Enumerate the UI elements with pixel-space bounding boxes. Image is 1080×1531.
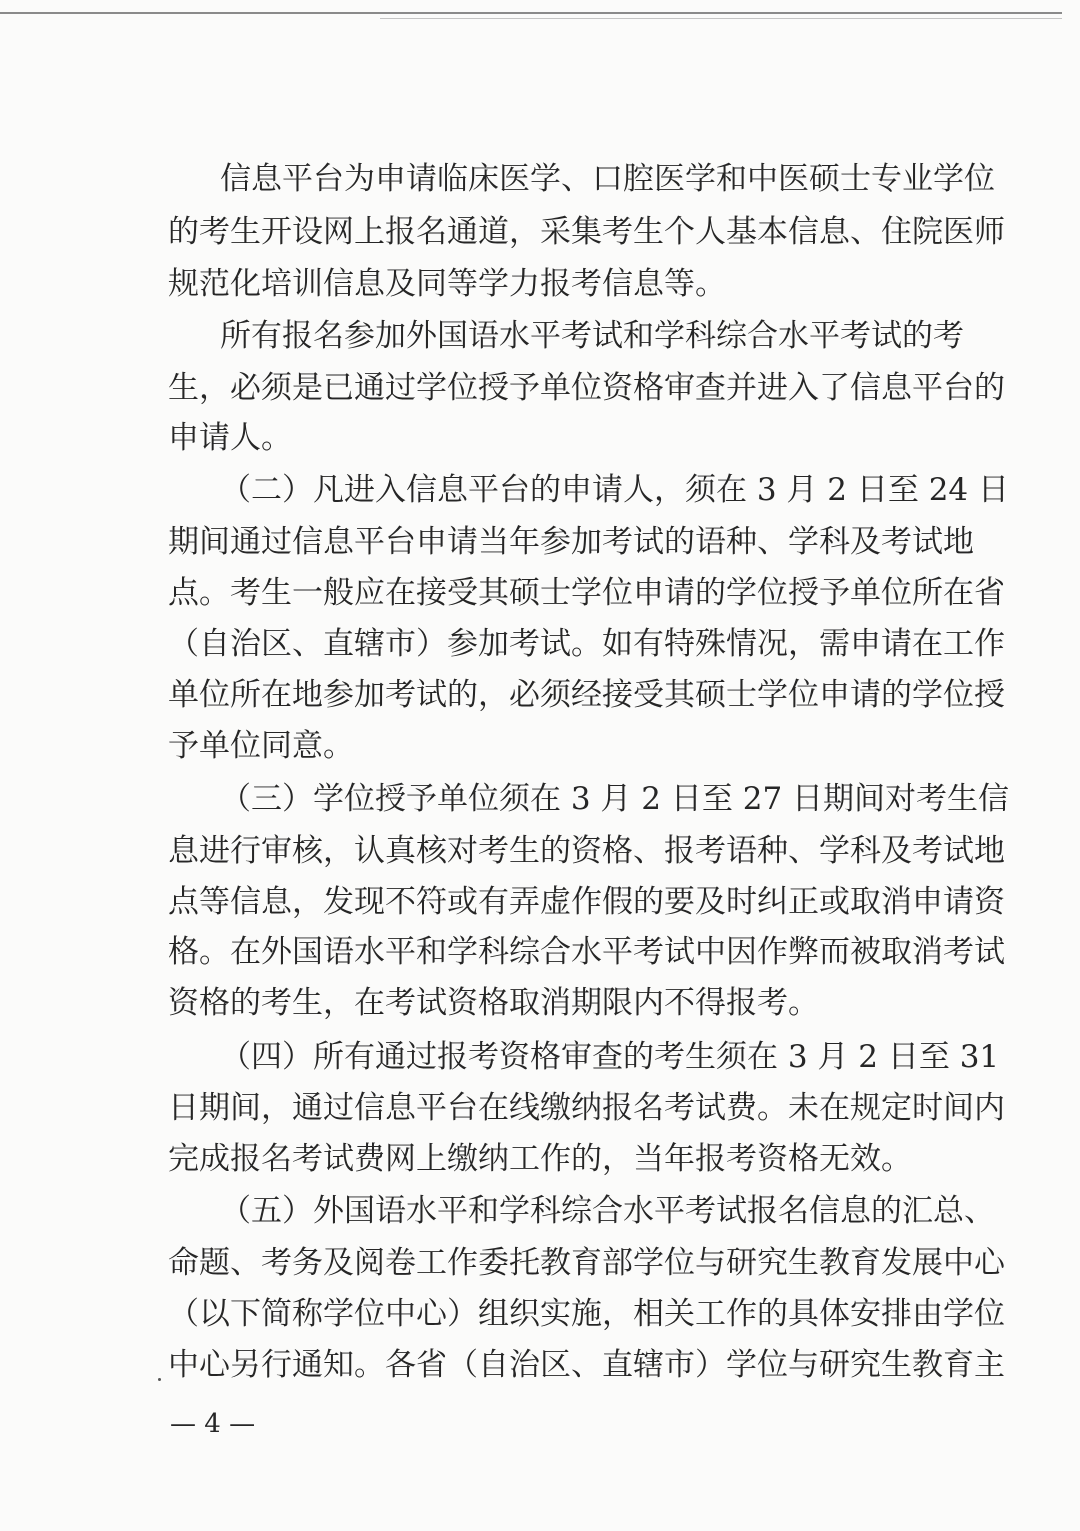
text-line: 格。在外国语水平和学科综合水平考试中因作弊而被取消考试 <box>168 934 1005 970</box>
text-line: 完成报名考试费网上缴纳工作的，当年报考资格无效。 <box>168 1141 912 1177</box>
text-line: 单位所在地参加考试的，必须经接受其硕士学位申请的学位授 <box>168 677 1005 713</box>
top-border-thin-rule <box>380 18 1062 19</box>
text-line: 资格的考生，在考试资格取消期限内不得报考。 <box>168 985 819 1021</box>
text-line: 规范化培训信息及同等学力报考信息等。 <box>168 266 726 302</box>
scan-speck <box>158 1378 161 1381</box>
text-line: 日期间，通过信息平台在线缴纳报名考试费。未在规定时间内 <box>168 1090 1005 1126</box>
text-line: 生，必须是已通过学位授予单位资格审查并进入了信息平台的 <box>168 370 1005 406</box>
text-line: （三）学位授予单位须在 3 月 2 日至 27 日期间对考生信 <box>220 781 1010 817</box>
top-border-rule <box>0 12 1062 14</box>
text-line: （以下简称学位中心）组织实施，相关工作的具体安排由学位 <box>168 1296 1005 1332</box>
text-line: 的考生开设网上报名通道，采集考生个人基本信息、住院医师 <box>168 214 1005 250</box>
text-line: 信息平台为申请临床医学、口腔医学和中医硕士专业学位 <box>220 161 995 197</box>
text-line: 期间通过信息平台申请当年参加考试的语种、学科及考试地 <box>168 524 974 560</box>
text-line: 息进行审核，认真核对考生的资格、报考语种、学科及考试地 <box>168 833 1005 869</box>
text-line: （二）凡进入信息平台的申请人，须在 3 月 2 日至 24 日 <box>220 472 1010 508</box>
text-line: 点等信息，发现不符或有弄虚作假的要及时纠正或取消申请资 <box>168 884 1005 920</box>
text-line: （四）所有通过报考资格审查的考生须在 3 月 2 日至 31 <box>220 1039 1000 1075</box>
text-line: 所有报名参加外国语水平考试和学科综合水平考试的考 <box>220 318 964 354</box>
text-line: （五）外国语水平和学科综合水平考试报名信息的汇总、 <box>220 1193 995 1229</box>
page-number: — 4 — <box>170 1409 256 1439</box>
text-line: 中心另行通知。各省（自治区、直辖市）学位与研究生教育主 <box>168 1347 1005 1383</box>
text-line: 命题、考务及阅卷工作委托教育部学位与研究生教育发展中心 <box>168 1245 1005 1281</box>
text-line: 予单位同意。 <box>168 728 354 764</box>
text-line: 申请人。 <box>168 420 292 456</box>
text-line: 点。考生一般应在接受其硕士学位申请的学位授予单位所在省 <box>168 575 1005 611</box>
text-line: （自治区、直辖市）参加考试。如有特殊情况，需申请在工作 <box>168 626 1005 662</box>
